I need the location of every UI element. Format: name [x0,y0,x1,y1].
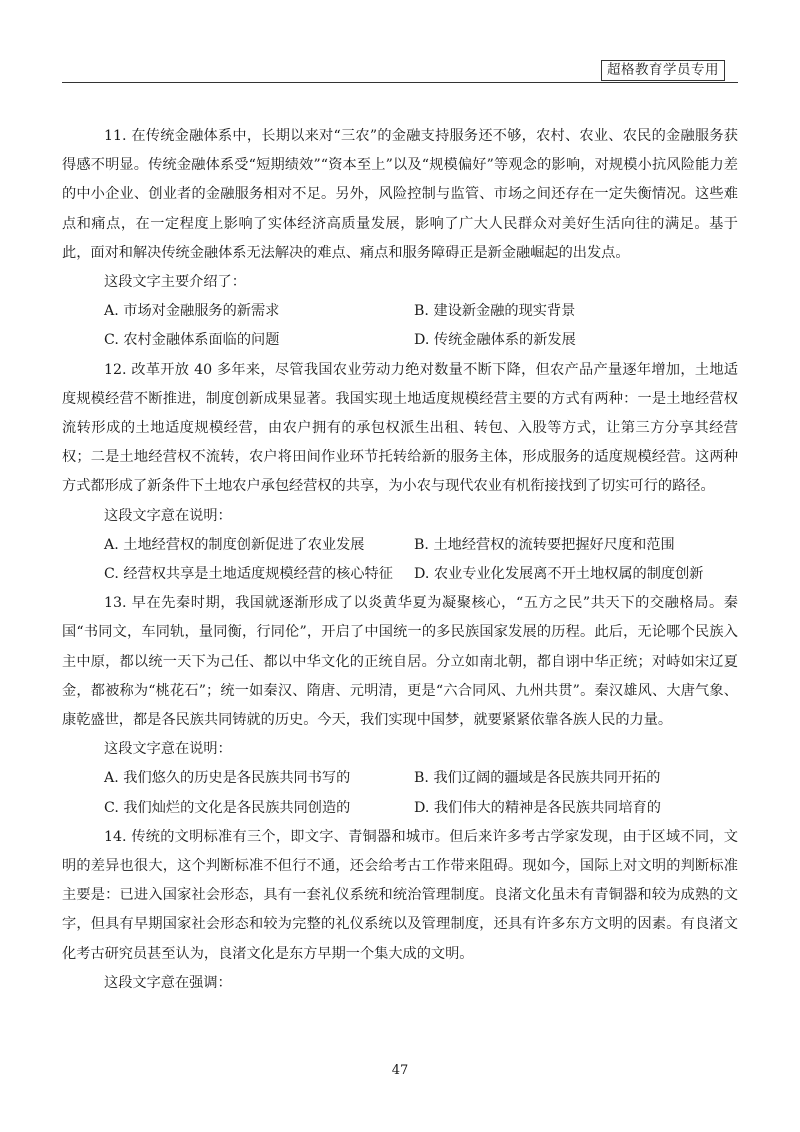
option-d: D. 我们伟大的精神是各民族共同培育的 [414,799,661,816]
options-row [62,560,738,589]
options-row [62,764,738,793]
option-a: A. 市场对金融服务的新需求 [104,303,280,320]
option-c: C. 农村金融体系面临的问题 [104,332,280,349]
option-b: B. 我们辽阔的疆域是各民族共同开拓的 [414,770,661,787]
option-c: C. 我们灿烂的文化是各民族共同创造的 [104,799,351,816]
option-c: C. 经营权共享是土地适度规模经营的核心特征 [104,566,393,583]
option-d: D. 农业专业化发展离不开土地权属的制度创新 [414,566,704,583]
question-12 [62,356,738,590]
options-row [62,326,738,355]
question-prompt: 这段文字意在说明： [104,507,232,524]
options-row [62,794,738,823]
options-row [62,297,738,326]
question-13 [62,589,738,823]
question-passage: 12. 改革开放 40 多年来，尽管我国农业劳动力绝对数量不断下降，但农产品产量逐年增加，土地适度规模经营不断推进，制度创新成果显著。我国实现土地适度规模经营主要的方式有两种：一是土地经营权流转形成的土地适度规模经营，由农户拥有的承包权派生出租、转包、入股等方式，让第三方分享其经营权；二是土地经营权不流转，农户将田间作业环节托转给新的服务主体，形成服务的适度规模经营。这两种方式都形成了新条件下土地农户承包经营权的共享，为小农与现代农业有机衔接找到了切实可行的路径。 [62,361,738,495]
option-a: A. 我们悠久的历史是各民族共同书写的 [104,770,351,787]
question-prompt: 这段文字主要介绍了： [104,274,246,291]
question-14 [62,823,738,998]
options-row [62,531,738,560]
page-content [62,122,738,998]
option-d: D. 传统金融体系的新发展 [414,332,576,349]
question-passage: 14. 传统的文明标准有三个，即文字、青铜器和城市。但后来许多考古学家发现，由于区域不同，文明的差异也很大，这个判断标准不但行不通，还会给考古工作带来阻碍。现如今，国际上对文明的判断标准主要是：已进入国家社会形态，具有一套礼仪系统和统治管理制度。良渚文化虽未有青铜器和较为成熟的文字，但具有早期国家社会形态和较为完整的礼仪系统以及管理制度，还具有许多东方文明的因素。有良渚文化考古研究员甚至认为，良渚文化是东方早期一个集大成的文明。 [62,828,738,962]
header-rule [62,82,738,83]
header-badge: 超格教育学员专用 [601,60,725,81]
question-passage: 11. 在传统金融体系中，长期以来对“三农”的金融支持服务还不够，农村、农业、农民的金融服务获得感不明显。传统金融体系受“短期绩效”“资本至上”以及“规模偏好”等观念的影响，对规模小抗风险能力差的中小企业、创业者的金融服务相对不足。另外，风险控制与监管、市场之间还存在一定失衡情况。这些难点和痛点，在一定程度上影响了实体经济高质量发展，影响了广大人民群众对美好生活向往的满足。基于此，面对和解决传统金融体系无法解决的难点、痛点和服务障碍正是新金融崛起的出发点。 [62,128,738,261]
question-passage: 13. 早在先秦时期，我国就逐渐形成了以炎黄华夏为凝聚核心，“五方之民”共天下的交融格局。秦国“书同文，车同轨，量同衡，行同伦”，开启了中国统一的多民族国家发展的历程。此后，无论哪个民族入主中原，都以统一天下为己任、都以中华文化的正统自居。分立如南北朝，都自诩中华正统；对峙如宋辽夏金，都被称为“桃花石”；统一如秦汉、隋唐、元明清，更是“六合同风、九州共贯”。秦汉雄风、大唐气象、康乾盛世，都是各民族共同铸就的历史。今天，我们实现中国梦，就要紧紧依靠各族人民的力量。 [62,595,738,729]
question-prompt: 这段文字意在强调： [104,974,232,991]
option-b: B. 建设新金融的现实背景 [414,303,576,320]
page-number: 47 [391,1063,409,1078]
option-a: A. 土地经营权的制度创新促进了农业发展 [104,536,365,553]
question-11 [62,122,738,356]
question-prompt: 这段文字意在说明： [104,741,232,758]
option-b: B. 土地经营权的流转要把握好尺度和范围 [414,536,675,553]
